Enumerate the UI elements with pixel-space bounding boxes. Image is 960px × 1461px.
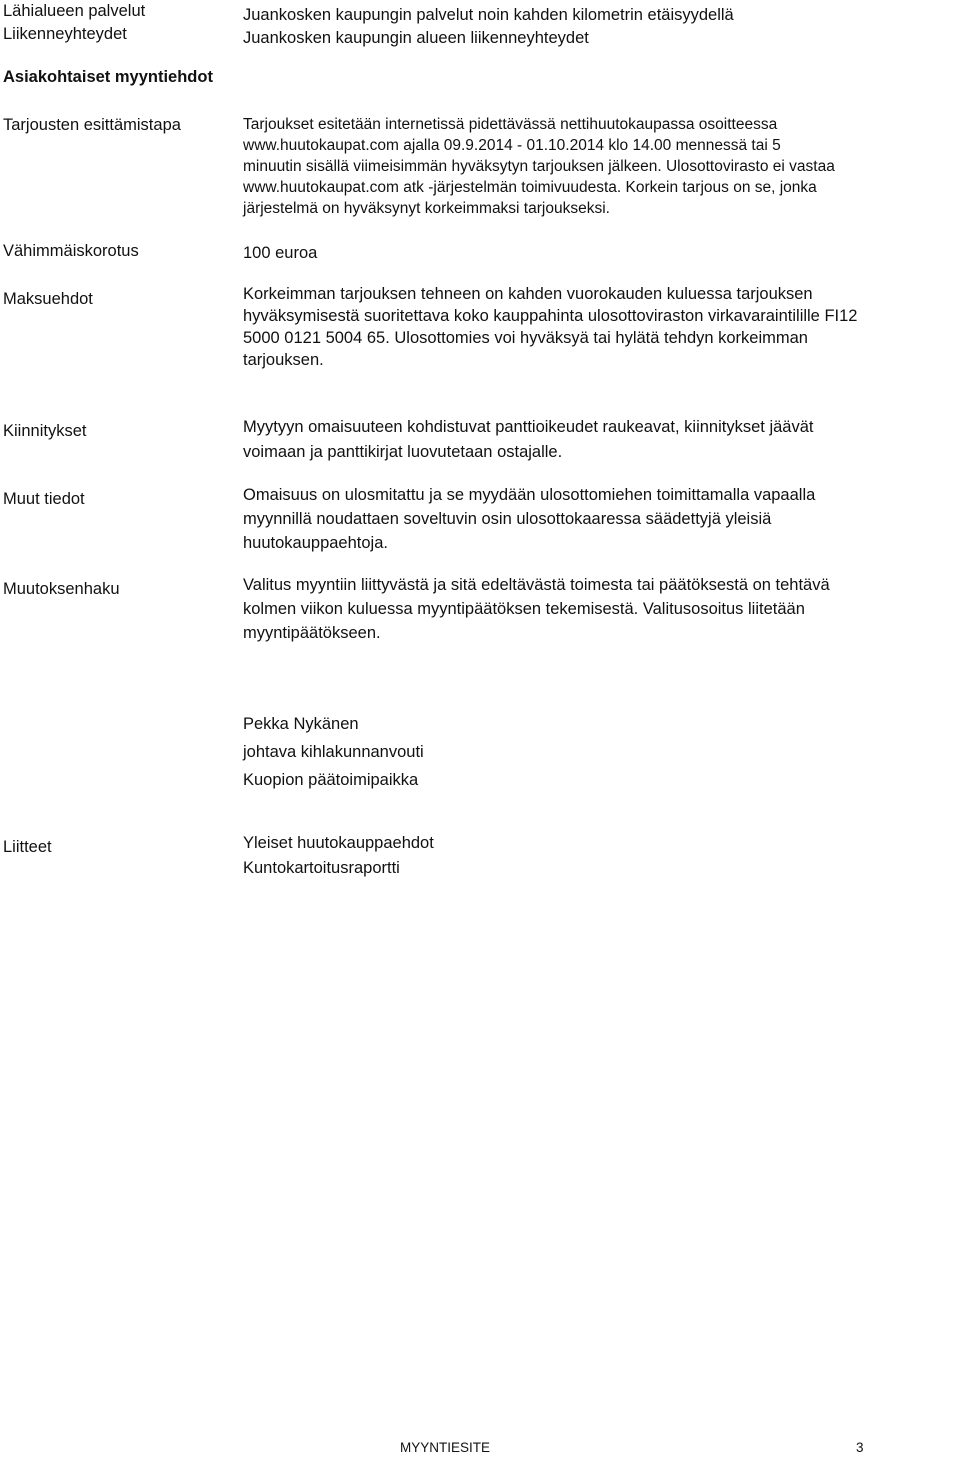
offers-text (243, 114, 958, 219)
offers-line: Tarjoukset esitetään internetissä pidettävässä nettihuutokaupassa osoitteessa (243, 116, 778, 133)
offers-line: www.huutokaupat.com atk -järjestelmän toimivuudesta. Korkein tarjous on se, jonka (243, 179, 817, 196)
header-label-transport: Liikenneyhteydet (3, 25, 127, 43)
offers-line: www.huutokaupat.com ajalla 09.9.2014 - 01.10.2014 klo 14.00 mennessä tai 5 (243, 137, 781, 154)
offers-line: minuutin sisällä viimeisimmän hyväksytyn tarjouksen jälkeen. Ulosottovirasto ei vastaa (243, 158, 835, 175)
header-label-services: Lähialueen palvelut (3, 2, 146, 20)
appeal-line: myyntipäätökseen. (243, 624, 381, 642)
footer-page-number: 3 (856, 1440, 864, 1455)
section-title: Asiakohtaiset myyntiehdot (3, 68, 213, 86)
other-info-line: huutokauppaehtoja. (243, 534, 388, 552)
other-info-line: myynnillä noudattaen soveltuvin osin ulosottokaaressa säädettyjä yleisiä (243, 510, 772, 528)
payment-text (243, 283, 958, 371)
signature-office: Kuopion päätoimipaikka (243, 771, 419, 789)
mortgages-label: Kiinnitykset (3, 422, 87, 440)
other-info-line: Omaisuus on ulosmitattu ja se myydään ulosottomiehen toimittamalla vapaalla (243, 486, 816, 504)
appeal-line: Valitus myyntiin liittyvästä ja sitä edeltävästä toimesta tai päätöksestä on tehtävä (243, 576, 830, 594)
mortgages-text (243, 415, 958, 465)
offers-label: Tarjousten esittämistapa (3, 116, 181, 134)
attachments-label: Liitteet (3, 838, 52, 856)
min-increase-value: 100 euroa (243, 244, 318, 262)
mortgages-line: Myytyyn omaisuuteen kohdistuvat panttioikeudet raukeavat, kiinnitykset jäävät (243, 418, 814, 436)
attachments-list (243, 831, 958, 881)
appeal-text (243, 573, 958, 645)
offers-line: järjestelmä on hyväksynyt korkeimmaksi tarjoukseksi. (243, 200, 610, 217)
payment-line: hyväksymisestä suoritettava koko kauppahinta ulosottoviraston virkavaraintilille FI12 (243, 307, 858, 325)
min-increase-label: Vähimmäiskorotus (3, 242, 139, 260)
mortgages-line: voimaan ja panttikirjat luovutetaan ostajalle. (243, 443, 563, 461)
appeal-line: kolmen viikon kuluessa myyntipäätöksen tekemisestä. Valitusosoitus liitetään (243, 600, 805, 618)
header-value-services: Juankosken kaupungin palvelut noin kahden kilometrin etäisyydellä (243, 6, 734, 24)
attachment-item: Yleiset huutokauppaehdot (243, 834, 434, 852)
signature-block (243, 710, 958, 794)
footer-doc-title: MYYNTIESITE (400, 1440, 491, 1455)
payment-line: 5000 0121 5004 65. Ulosottomies voi hyväksyä tai hylätä tehdyn korkeimman (243, 329, 808, 347)
other-info-text (243, 483, 958, 555)
attachment-item: Kuntokartoitusraportti (243, 859, 400, 877)
header-value-transport: Juankosken kaupungin alueen liikenneyhteydet (243, 29, 589, 47)
payment-line: tarjouksen. (243, 351, 324, 369)
signature-name: Pekka Nykänen (243, 715, 359, 733)
other-info-label: Muut tiedot (3, 490, 85, 508)
payment-label: Maksuehdot (3, 290, 93, 308)
signature-title: johtava kihlakunnanvouti (243, 743, 424, 761)
payment-line: Korkeimman tarjouksen tehneen on kahden vuorokauden kuluessa tarjouksen (243, 285, 813, 303)
appeal-label: Muutoksenhaku (3, 580, 120, 598)
